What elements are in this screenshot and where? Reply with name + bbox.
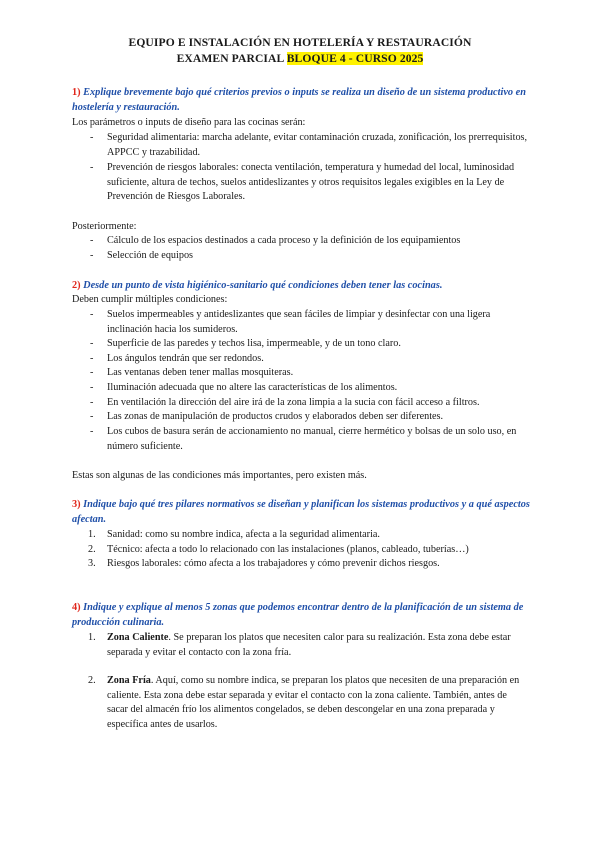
bullet-dash: - <box>90 162 94 173</box>
bullet-dash: - <box>90 426 94 437</box>
list-number: 2. <box>88 675 96 686</box>
list-number: 1. <box>88 529 96 540</box>
list-item: Prevención de riesgos laborales: conecta ventilación, temperatura y humedad del local, luminosidad suficiente, altura de techos, suelos antideslizantes y otros requisitos legales exigibles en la Ley de Prevención de Riesgos Laborales. <box>107 162 515 202</box>
bullet-dash: - <box>90 338 94 349</box>
list-item: Técnico: afecta a todo lo relacionado con las instalaciones (planos, cableado, tuberías…) <box>107 544 469 555</box>
list-item: Superficie de las paredes y techos lisa, impermeable, y de un tono claro. <box>107 338 401 349</box>
list-item: En ventilación la dirección del aire irá de la zona limpia a la sucia con fácil acceso a filtros. <box>107 397 480 408</box>
bullet-dash: - <box>90 309 94 320</box>
list-item: Las zonas de manipulación de productos crudos y elaborados deben ser diferentes. <box>107 411 444 422</box>
bullet-dash: - <box>90 397 94 408</box>
bullet-dash: - <box>90 132 94 143</box>
question-4: 4) Indique y explique al menos 5 zonas que podemos encontrar dentro de la planificación de un sistema de producción culinaria. <box>72 602 524 628</box>
document-subtitle <box>0 52 600 65</box>
list-item: Cálculo de los espacios destinados a cada proceso y la definición de los equipamientos <box>107 235 461 246</box>
list-item: Selección de equipos <box>107 250 194 261</box>
list-item: Zona Fría. Aquí, como su nombre indica, se preparan los platos que necesiten de una preparación en caliente. Esta zona debe estar separada y evitar el contacto con la zona caliente. También, antes de sacar del almacén frío los alimentos congelados, se deben descongelar en una zona preparada y específica antes de usarlos. <box>107 675 520 730</box>
list-item: Seguridad alimentaria: marcha adelante, evitar contaminación cruzada, zonificación, los prerrequisitos, APPCC y trazabilidad. <box>107 132 528 158</box>
zone-title: Zona Fría <box>107 675 151 686</box>
list-item: Sanidad: como su nombre indica, afecta a la seguridad alimentaria. <box>107 529 380 540</box>
zone-title: Zona Caliente <box>107 632 169 643</box>
q2-intro: Deben cumplir múltiples condiciones: <box>72 294 228 305</box>
subtitle-text: EXAMEN PARCIAL <box>176 52 287 65</box>
bullet-dash: - <box>90 250 94 261</box>
list-item: Iluminación adecuada que no altere las características de los alimentos. <box>107 382 398 393</box>
question-3: 3) Indique bajo qué tres pilares normativos se diseñan y planifican los sistemas productivos y a qué aspectos afectan. <box>72 499 530 525</box>
question-2: 2) Desde un punto de vista higiénico-sanitario qué condiciones deben tener las cocinas. <box>72 280 443 291</box>
list-item: Suelos impermeables y antideslizantes que sean fáciles de limpiar y desinfectar con una ligera inclinación hacia los sumideros. <box>107 309 491 335</box>
bullet-dash: - <box>90 382 94 393</box>
q1-later: Posteriormente: <box>72 221 137 232</box>
question-1: 1) Explique brevemente bajo qué criterios previos o inputs se realiza un diseño de un sistema productivo en hostelería y restauración. <box>72 87 526 113</box>
document-title: EQUIPO E INSTALACIÓN EN HOTELERÍA Y RESTAURACIÓN <box>128 36 472 49</box>
list-item: Riesgos laborales: cómo afecta a los trabajadores y cómo prevenir dichos riesgos. <box>107 558 440 569</box>
bullet-dash: - <box>90 353 94 364</box>
q2-closing: Estas son algunas de las condiciones más importantes, pero existen más. <box>72 470 367 481</box>
list-item: Las ventanas deben tener mallas mosquiteras. <box>107 367 294 378</box>
bullet-dash: - <box>90 235 94 246</box>
q1-intro: Los parámetros o inputs de diseño para las cocinas serán: <box>72 117 306 128</box>
list-item: Zona Caliente. Se preparan los platos que necesiten calor para su realización. Esta zona debe estar separada y evitar el contacto con la zona fría. <box>107 632 511 658</box>
highlighted-block: BLOQUE 4 - CURSO 2025 <box>286 52 424 65</box>
list-number: 3. <box>88 558 96 569</box>
list-item: Los ángulos tendrán que ser redondos. <box>107 353 264 364</box>
list-item: Los cubos de basura serán de accionamiento no manual, cierre hermético y bolsas de un solo uso, en número suficiente. <box>107 426 517 452</box>
list-number: 2. <box>88 544 96 555</box>
bullet-dash: - <box>90 367 94 378</box>
list-number: 1. <box>88 632 96 643</box>
bullet-dash: - <box>90 411 94 422</box>
